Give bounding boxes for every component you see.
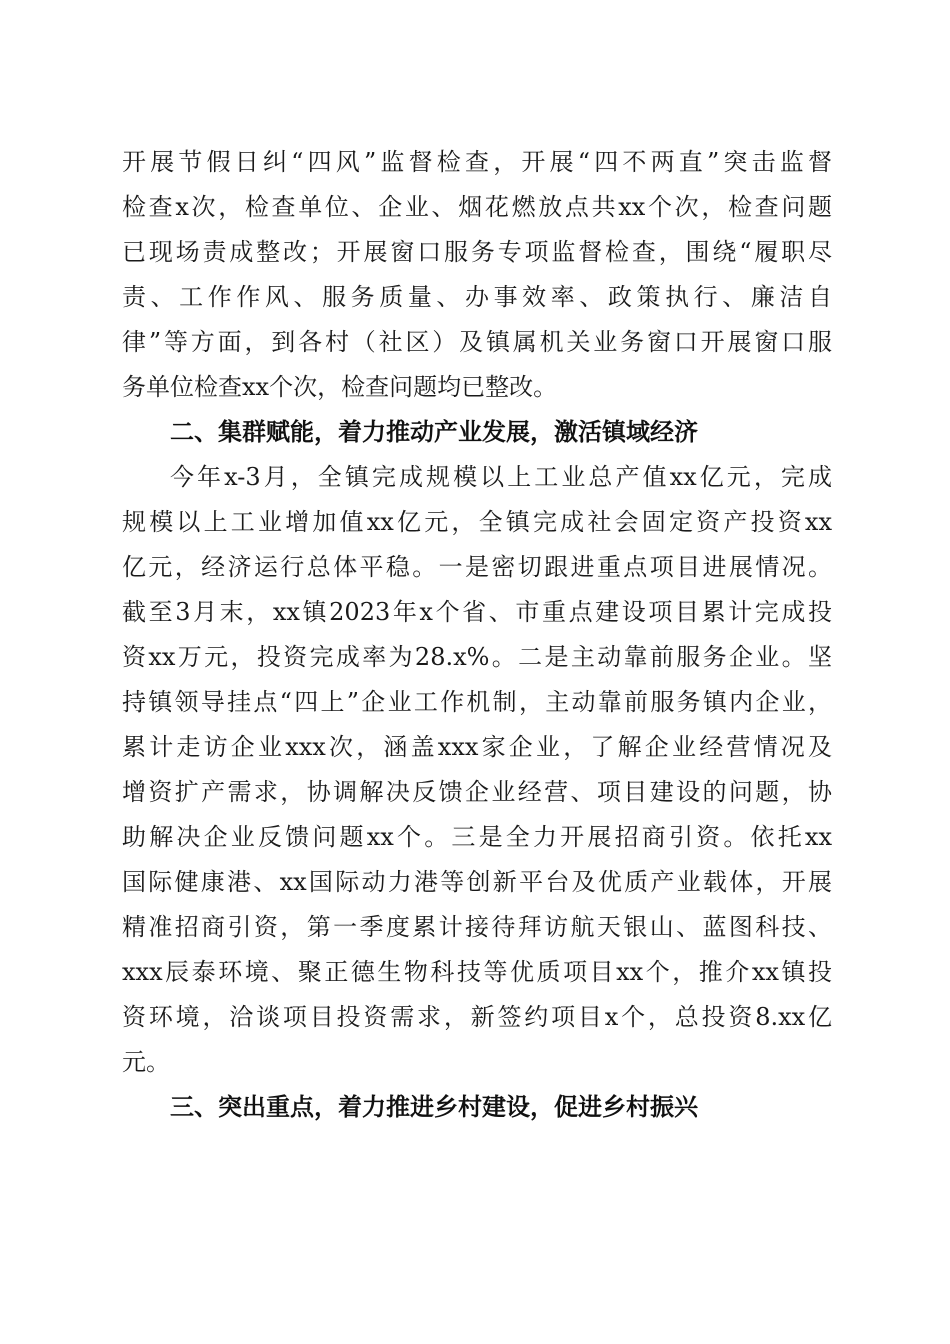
paragraph1-line: 已现场责成整改；开展窗口服务专项监督检查，围绕“履职尽 xyxy=(122,238,832,266)
section-heading-3: 三、突出重点，着力推进乡村建设，促进乡村振兴 xyxy=(170,1093,698,1121)
paragraph1-line: 开展节假日纠“四风”监督检查，开展“四不两直”突击监督 xyxy=(122,148,832,176)
paragraph2-line: 精准招商引资，第一季度累计接待拜访航天银山、蓝图科技、 xyxy=(122,913,832,941)
paragraph2-line: 亿元，经济运行总体平稳。一是密切跟进重点项目进展情况。 xyxy=(122,553,832,581)
paragraph2-line: 国际健康港、xx国际动力港等创新平台及优质产业载体，开展 xyxy=(122,868,832,896)
paragraph2-line: 截至3月末，xx镇2023年x个省、市重点建设项目累计完成投 xyxy=(122,598,832,626)
paragraph1-line: 律”等方面，到各村（社区）及镇属机关业务窗口开展窗口服 xyxy=(122,328,832,356)
paragraph2-line: 资xx万元，投资完成率为28.x%。二是主动靠前服务企业。坚 xyxy=(122,643,832,671)
paragraph2-line: 今年x-3月，全镇完成规模以上工业总产值xx亿元，完成 xyxy=(170,463,832,491)
paragraph2-line: 规模以上工业增加值xx亿元，全镇完成社会固定资产投资xx xyxy=(122,508,832,536)
paragraph2-line: 累计走访企业xxx次，涵盖xxx家企业，了解企业经营情况及 xyxy=(122,733,832,761)
paragraph1-line: 务单位检查xx个次，检查问题均已整改。 xyxy=(122,373,558,401)
paragraph2-line: 增资扩产需求，协调解决反馈企业经营、项目建设的问题，协 xyxy=(122,778,832,806)
paragraph2-line: 持镇领导挂点“四上”企业工作机制，主动靠前服务镇内企业， xyxy=(122,688,832,716)
paragraph2-line: 助解决企业反馈问题xx个。三是全力开展招商引资。依托xx xyxy=(122,823,832,851)
paragraph1-line: 责、工作作风、服务质量、办事效率、政策执行、廉洁自 xyxy=(122,283,832,311)
paragraph2-line: 元。 xyxy=(122,1048,170,1076)
paragraph2-line: xxx辰泰环境、聚正德生物科技等优质项目xx个，推介xx镇投 xyxy=(122,958,832,986)
paragraph2-line: 资环境，洽谈项目投资需求，新签约项目x个，总投资8.xx亿 xyxy=(122,1003,832,1031)
section-heading-2: 二、集群赋能，着力推动产业发展，激活镇域经济 xyxy=(170,418,698,446)
paragraph1-line: 检查x次，检查单位、企业、烟花燃放点共xx个次，检查问题 xyxy=(122,193,832,221)
